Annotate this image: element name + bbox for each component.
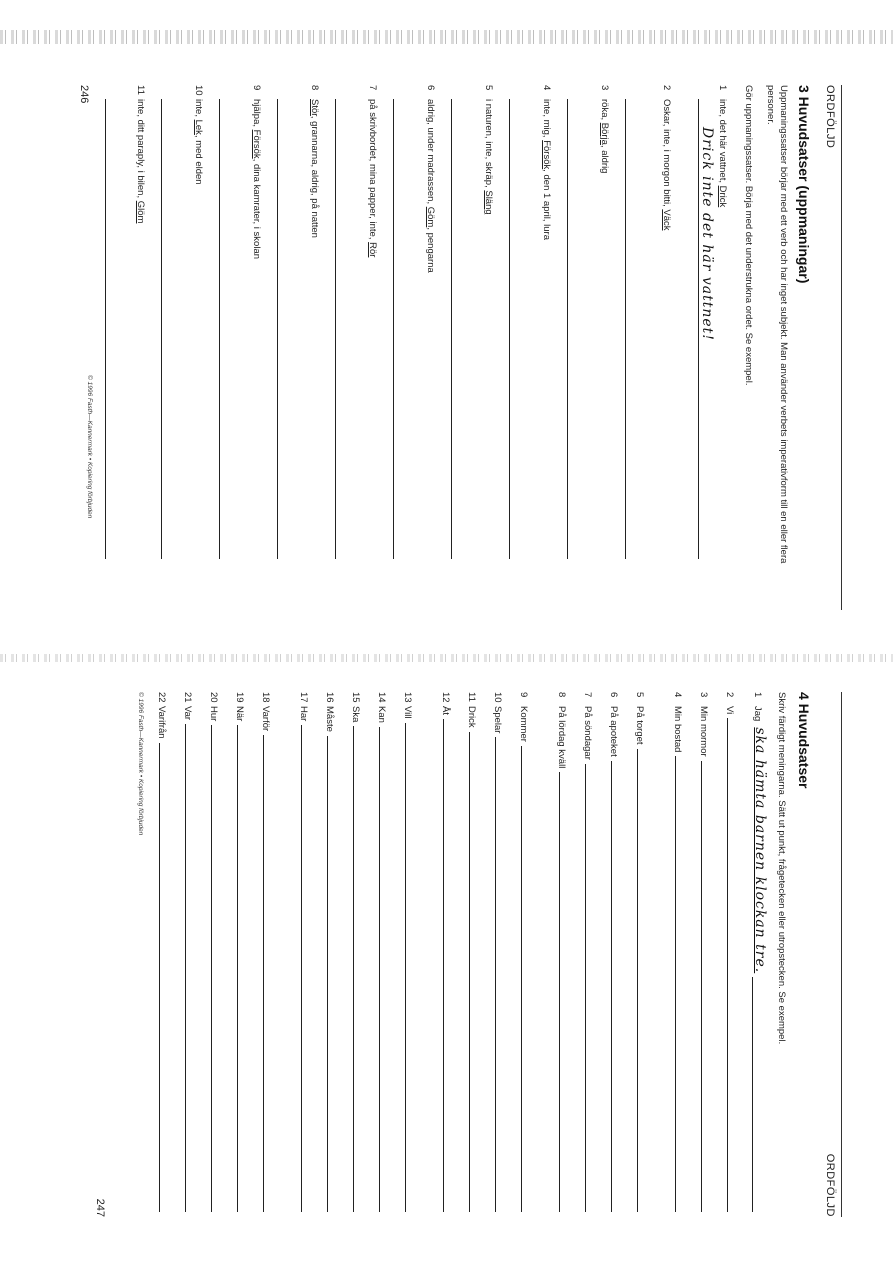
copyright-footer: © 1996 Fasth—Kannermark • Kopiering förbjuden bbox=[137, 692, 144, 836]
stem-item: 9 Kommer bbox=[518, 692, 532, 1212]
answer-line[interactable] bbox=[237, 725, 248, 1212]
stem-item: 12 Åt bbox=[440, 692, 454, 1212]
stem-item: 10 Spelar bbox=[492, 692, 506, 1212]
answer-line[interactable] bbox=[443, 719, 454, 1212]
answer-line[interactable] bbox=[521, 746, 532, 1212]
stem-item: 18 Varför bbox=[260, 692, 274, 1212]
exercise-item: 2 Oskar, inte, i morgon bitti, Väck bbox=[661, 85, 672, 231]
answer-line[interactable] bbox=[637, 749, 648, 1212]
answer-line[interactable] bbox=[379, 727, 390, 1212]
stem-item: 21 Var bbox=[182, 692, 196, 1212]
intro-text: Uppmaningssatser börjar med ett verb och har inget subjekt. Man använder verbets imperativform till en eller flera personer. bbox=[765, 85, 789, 564]
underlined-verb: Väck bbox=[661, 209, 672, 231]
page-number: 247 bbox=[94, 1198, 106, 1217]
page-header: ORDFÖLJD bbox=[824, 85, 836, 149]
underlined-verb: Rör bbox=[367, 242, 378, 258]
answer-line[interactable] bbox=[698, 99, 716, 559]
underlined-verb: Lek bbox=[193, 119, 204, 135]
section-title: 3 Huvudsatser (uppmaningar) bbox=[796, 85, 812, 284]
exercise-item: 5 i naturen, inte, skräp, Släng bbox=[483, 85, 494, 215]
answer-line[interactable] bbox=[625, 99, 626, 559]
stem-item: 5 På torget bbox=[634, 692, 648, 1212]
answer-line[interactable] bbox=[469, 732, 480, 1212]
stem-item: 11 Drick bbox=[466, 692, 480, 1212]
stem-item: 8 På lördag kväll bbox=[556, 692, 570, 1212]
instruction-text: Gör uppmaningssatser. Börja med det understrukna ordet. Se exempel. bbox=[743, 85, 754, 386]
underlined-verb: Försök bbox=[251, 129, 262, 159]
stem-item: 6 På apoteket bbox=[608, 692, 622, 1212]
header-rule bbox=[841, 85, 842, 610]
handwritten-example: ska hämta barnen klockan tre. bbox=[752, 727, 768, 974]
copyright-footer: © 1996 Fasth—Kannermark • Kopiering förbjuden bbox=[86, 375, 93, 519]
stem-item: 22 Varifrån bbox=[156, 692, 170, 1212]
answer-line[interactable] bbox=[393, 99, 394, 559]
answer-line[interactable] bbox=[185, 724, 196, 1212]
stem-item: 2 Vi bbox=[724, 692, 738, 1212]
answer-line[interactable] bbox=[701, 761, 712, 1212]
answer-line[interactable] bbox=[451, 99, 452, 559]
answer-line[interactable] bbox=[675, 756, 686, 1212]
page-number: 246 bbox=[78, 85, 90, 104]
answer-line[interactable] bbox=[301, 725, 312, 1212]
stem-item: 4 Min bostad bbox=[672, 692, 686, 1212]
exercise-item: 1 inte, det här vattnet, Drick bbox=[717, 85, 728, 208]
scan-edge bbox=[0, 30, 893, 44]
exercise-item: 11 inte, ditt paraply, i bilen, Glöm bbox=[135, 85, 146, 224]
answer-line[interactable] bbox=[611, 761, 622, 1212]
underlined-verb: Stör bbox=[309, 99, 320, 116]
answer-line[interactable] bbox=[405, 723, 416, 1213]
exercise-item: 10 inte, Lek, med elden bbox=[193, 85, 204, 185]
underlined-verb: Glöm bbox=[135, 200, 146, 224]
stem-item: 16 Måste bbox=[324, 692, 338, 1212]
stem-item: 7 På söndagar bbox=[582, 692, 596, 1212]
page-246 bbox=[70, 85, 850, 610]
answer-line[interactable] bbox=[353, 726, 364, 1212]
underlined-verb: Drick bbox=[717, 185, 728, 208]
section-title: 4 Huvudsatser bbox=[796, 692, 812, 789]
instruction-text: Skriv färdigt meningarna. Sätt ut punkt, frågetecken eller utropstecken. Se exempel. bbox=[776, 692, 787, 1045]
exercise-item: 7 på skrivbordet, mina papper, inte, Rör bbox=[367, 85, 378, 258]
stem-item: 17 Har bbox=[298, 692, 312, 1212]
underlined-verb: Försök bbox=[541, 140, 552, 170]
handwritten-example: Drick inte det här vattnet! bbox=[699, 127, 715, 341]
answer-line[interactable] bbox=[161, 99, 162, 559]
exercise-item: 3 röka, Börja, aldrig bbox=[599, 85, 610, 174]
answer-line[interactable] bbox=[559, 772, 570, 1212]
answer-line[interactable] bbox=[752, 977, 763, 1212]
answer-line[interactable] bbox=[159, 743, 170, 1212]
stem-item: 3 Min mormor bbox=[698, 692, 712, 1212]
exercise-item: 9 hjälpa, Försök, dina kamrater, i skolan bbox=[251, 85, 262, 260]
page-header: ORDFÖLJD bbox=[824, 1153, 836, 1217]
answer-line[interactable] bbox=[727, 718, 738, 1212]
exercise-item: 6 aldrig, under madrassen, Göm, pengarna bbox=[425, 85, 436, 273]
answer-line[interactable] bbox=[509, 99, 510, 559]
answer-line[interactable] bbox=[327, 736, 338, 1212]
header-rule bbox=[841, 692, 842, 1217]
answer-line[interactable] bbox=[335, 99, 336, 559]
scan-fold bbox=[0, 654, 893, 662]
answer-line[interactable] bbox=[105, 99, 106, 559]
stem-item: 15 Ska bbox=[350, 692, 364, 1212]
answer-line[interactable] bbox=[585, 764, 596, 1212]
stem-item: 14 Kan bbox=[376, 692, 390, 1212]
underlined-verb: Börja bbox=[599, 122, 610, 145]
stem-item: 13 Vill bbox=[402, 692, 416, 1212]
exercise-item: 4 inte, mig, Försök, den 1 april, lura bbox=[541, 85, 552, 240]
stem-item: 20 Hur bbox=[208, 692, 222, 1212]
stem-item: 1 Jag ska hämta barnen klockan tre. bbox=[752, 692, 768, 1212]
stem-item: 19 När bbox=[234, 692, 248, 1212]
answer-line[interactable] bbox=[277, 99, 278, 559]
underlined-verb: Släng bbox=[483, 190, 494, 215]
answer-line[interactable] bbox=[567, 99, 568, 559]
exercise-item: 8 Stör, grannarna, aldrig, på natten bbox=[309, 85, 320, 238]
underlined-verb: Göm bbox=[425, 206, 436, 228]
page-247 bbox=[70, 692, 850, 1217]
answer-line[interactable] bbox=[219, 99, 220, 559]
answer-line[interactable] bbox=[211, 725, 222, 1212]
answer-line[interactable] bbox=[495, 737, 506, 1212]
answer-line[interactable] bbox=[263, 735, 274, 1212]
